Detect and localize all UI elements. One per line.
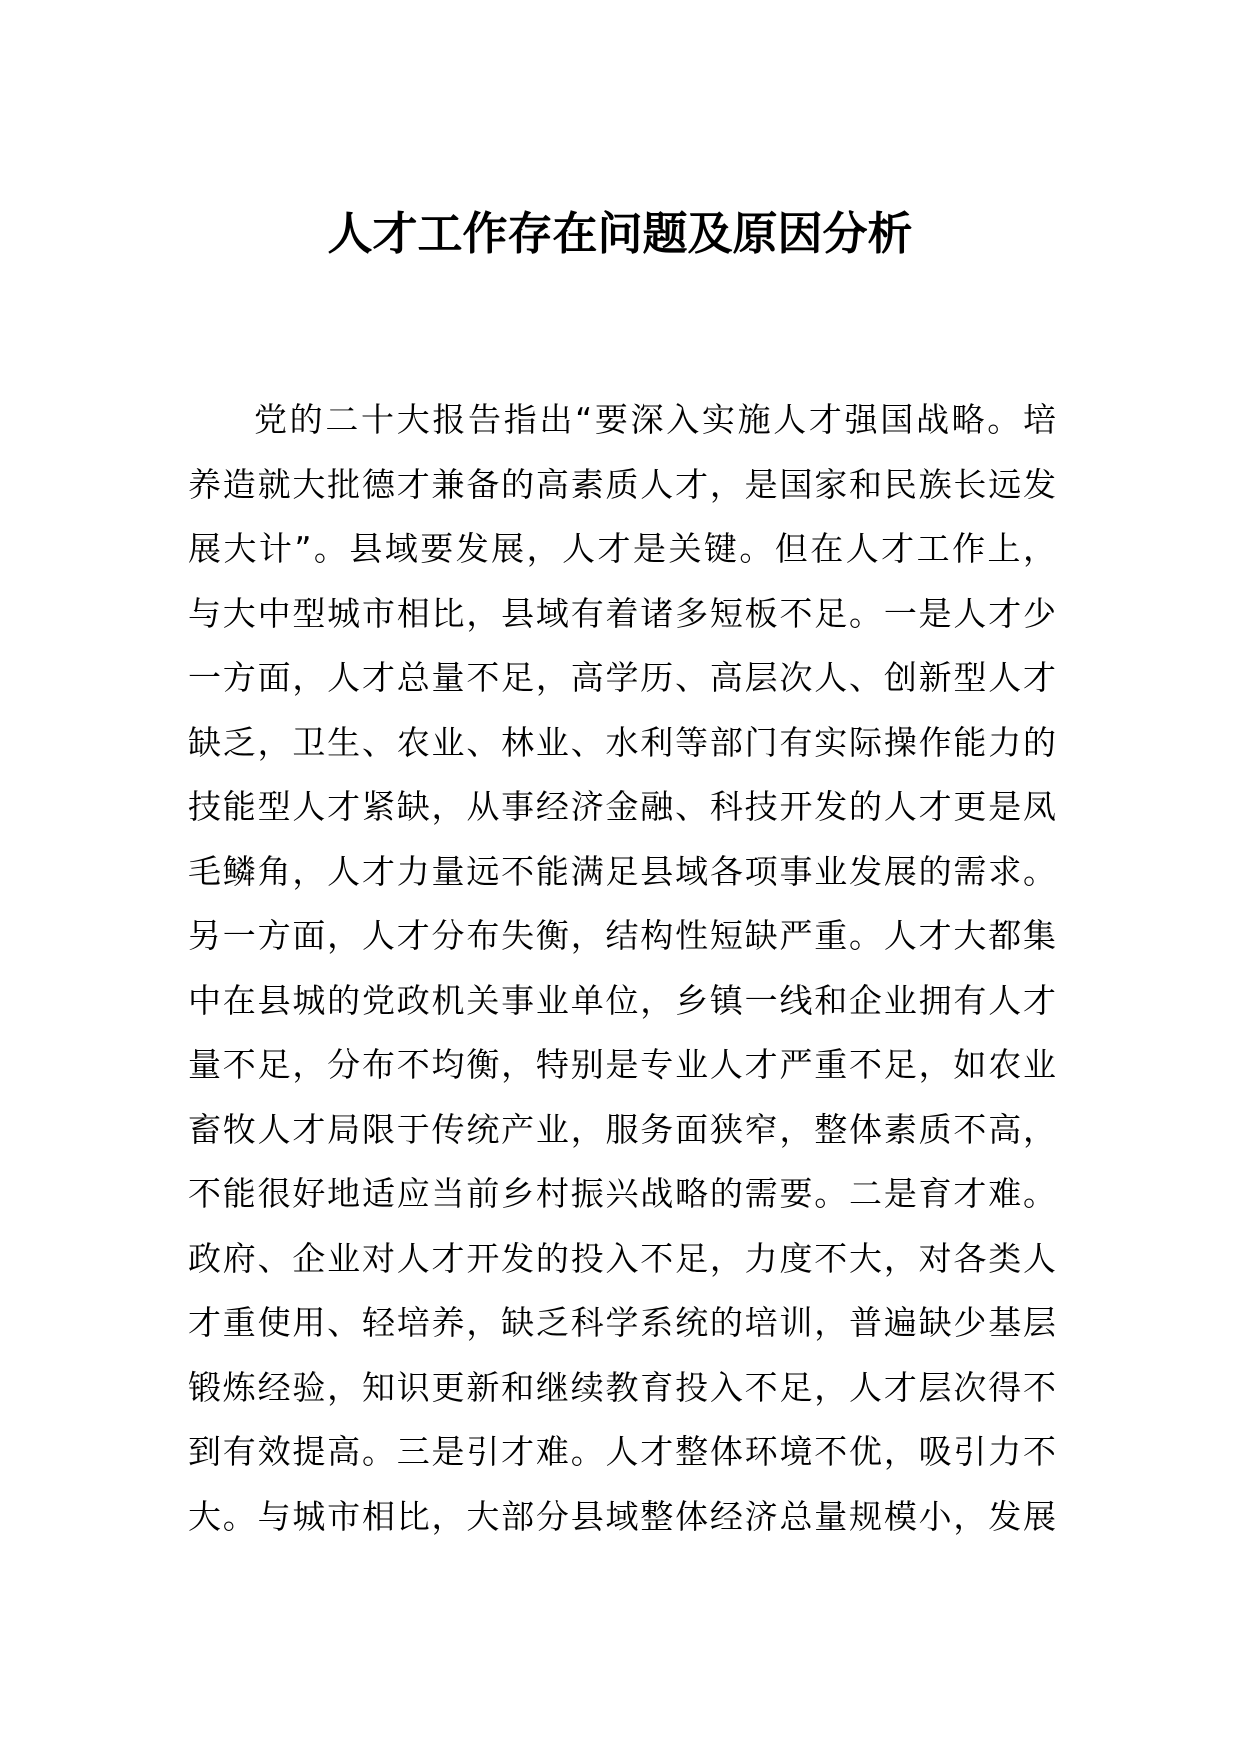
body-line: 技能型人才紧缺，从事经济金融、科技开发的人才更是凤 [188,787,1056,826]
body-line: 缺乏，卫生、农业、林业、水利等部门有实际操作能力的 [188,722,1056,762]
body-line: 展大计”。县域要发展，人才是关键。但在人才工作上， [188,529,1056,568]
body-line: 到有效提高。三是引才难。人才整体环境不优，吸引力不 [188,1432,1056,1471]
body-line: 畜牧人才局限于传统产业，服务面狭窄，整体素质不高， [188,1109,1056,1149]
body-line: 大。与城市相比，大部分县域整体经济总量规模小，发展 [188,1496,1056,1536]
body-line: 一方面，人才总量不足，高学历、高层次人、创新型人才 [188,658,1056,697]
body-line: 政府、企业对人才开发的投入不足，力度不大，对各类人 [188,1238,1056,1278]
body-line: 锻炼经验，知识更新和继续教育投入不足，人才层次得不 [188,1367,1056,1407]
body-line: 不能很好地适应当前乡村振兴战略的需要。二是育才难。 [188,1174,1056,1213]
body-line: 养造就大批德才兼备的高素质人才，是国家和民族长远发 [188,464,1056,504]
body-line: 才重使用、轻培养，缺乏科学系统的培训，普遍缺少基层 [188,1303,1056,1342]
body-line: 党的二十大报告指出“要深入实施人才强国战略。培 [254,400,1056,439]
document-body [188,388,1056,1549]
document-title: 人才工作存在问题及原因分析 [327,207,913,260]
body-line: 量不足，分布不均衡，特别是专业人才严重不足，如农业 [188,1045,1056,1084]
body-line: 与大中型城市相比，县域有着诸多短板不足。一是人才少 [188,593,1056,633]
body-line: 中在县城的党政机关事业单位，乡镇一线和企业拥有人才 [188,980,1056,1020]
body-line: 毛鳞角，人才力量远不能满足县域各项事业发展的需求。 [188,851,1056,891]
body-line: 另一方面，人才分布失衡，结构性短缺严重。人才大都集 [188,916,1056,955]
